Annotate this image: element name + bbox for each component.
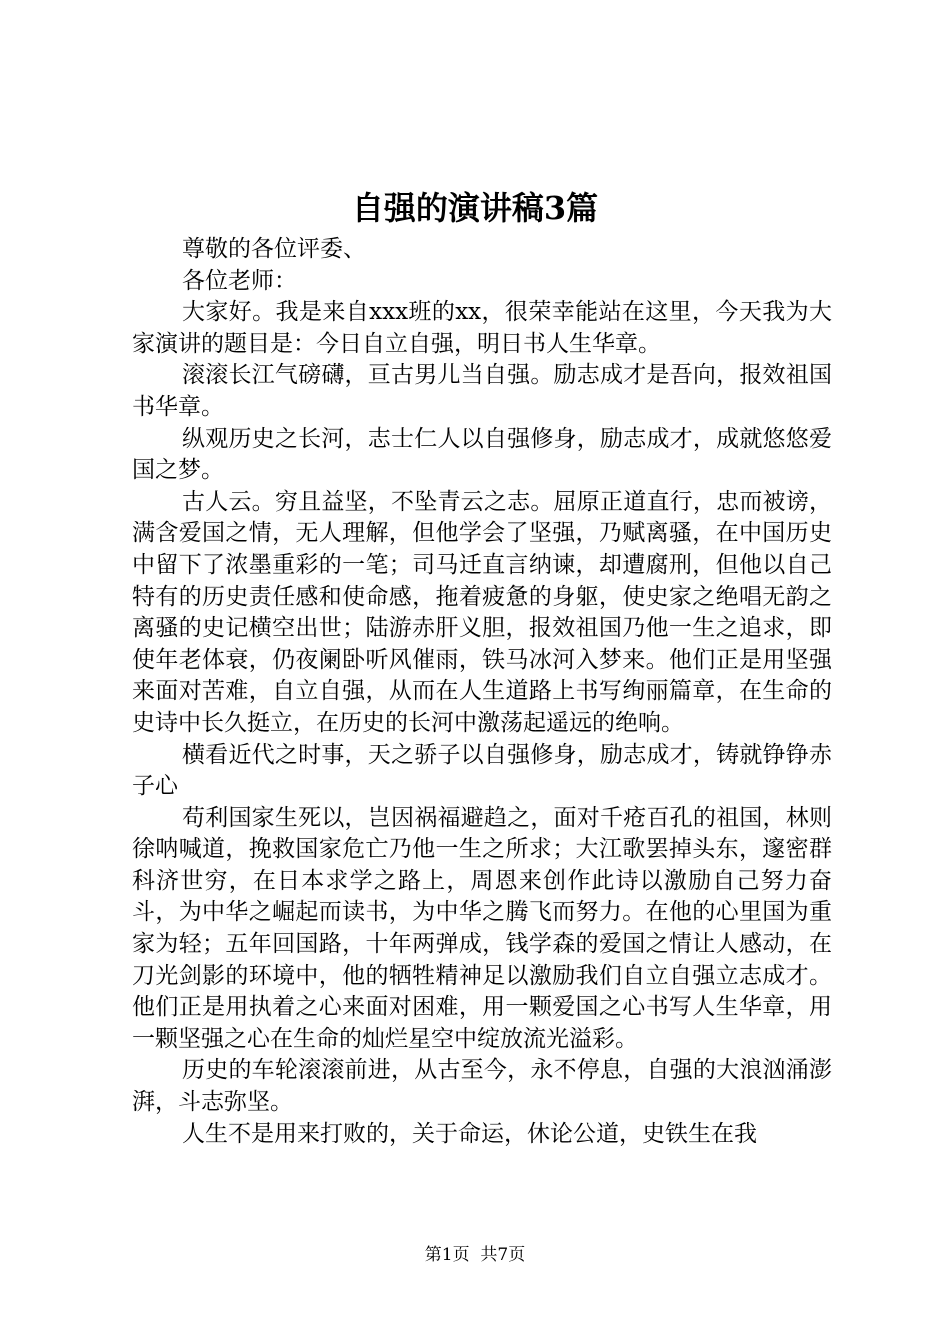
- paragraph: 人生不是用来打败的，关于命运，休论公道，史铁生在我: [182, 1120, 757, 1147]
- document-body: [132, 234, 832, 1150]
- paragraph: 历史的车轮滚滚前进，从古至今，永不停息，自强的大浪汹涌澎湃，斗志弥坚。: [132, 1057, 832, 1116]
- page-footer: [0, 1243, 950, 1267]
- paragraph: 苟利国家生死以，岂因祸福避趋之，面对千疮百孔的祖国，林则徐呐喊道，挽救国家危亡乃他一生之所求；大江歌罢掉头东，邃密群科济世穷，在日本求学之路上，周恩来创作此诗以激励自己努力奋斗，为中华之崛起而读书，为中华之腾飞而努力。在他的心里国为重家为轻；五年回国路，十年两弹成，钱学森的爱国之情让人感动，在刀光剑影的环境中，他的牺牲精神足以激励我们自立自强立志成才。他们正是用执着之心来面对困难，用一颗爱国之心书写人生华章，用一颗坚强之心在生命的灿烂星空中绽放流光溢彩。: [132, 804, 832, 1052]
- paragraph: 横看近代之时事，天之骄子以自强修身，励志成才，铸就铮铮赤子心: [132, 741, 832, 800]
- total-page-count: 共7页: [480, 1245, 526, 1265]
- current-page-number: 第1页: [424, 1245, 470, 1265]
- paragraph: 纵观历史之长河，志士仁人以自强修身，励志成才，成就悠悠爱国之梦。: [132, 425, 832, 484]
- paragraph: 滚滚长江气磅礴，亘古男儿当自强。励志成才是吾向，报效祖国书华章。: [132, 362, 832, 420]
- paragraph-salutation-2: 各位老师：: [182, 267, 297, 294]
- paragraph-greeting: 大家好。我是来自xxx班的xx，很荣幸能站在这里，今天我为大家演讲的题目是：今日自立自强，明日书人生华章。: [132, 299, 832, 357]
- paragraph-salutation-1: 尊敬的各位评委、: [182, 236, 366, 262]
- paragraph: 古人云。穷且益坚，不坠青云之志。屈原正道直行，忠而被谤，满含爱国之情，无人理解，但他学会了坚强，乃赋离骚，在中国历史中留下了浓墨重彩的一笔；司马迁直言纳谏，却遭腐刑，但他以自己特有的历史责任感和使命感，拖着疲惫的身躯，使史家之绝唱无韵之离骚的史记横空出世；陆游赤肝义胆，报效祖国乃他一生之追求，即使年老体衰，仍夜阑卧听风催雨，铁马冰河入梦来。他们正是用坚强来面对苦难，自立自强，从而在人生道路上书写绚丽篇章，在生命的史诗中长久挺立，在历史的长河中激荡起遥远的绝响。: [132, 488, 832, 736]
- document-title: 自强的演讲稿3篇: [351, 189, 599, 227]
